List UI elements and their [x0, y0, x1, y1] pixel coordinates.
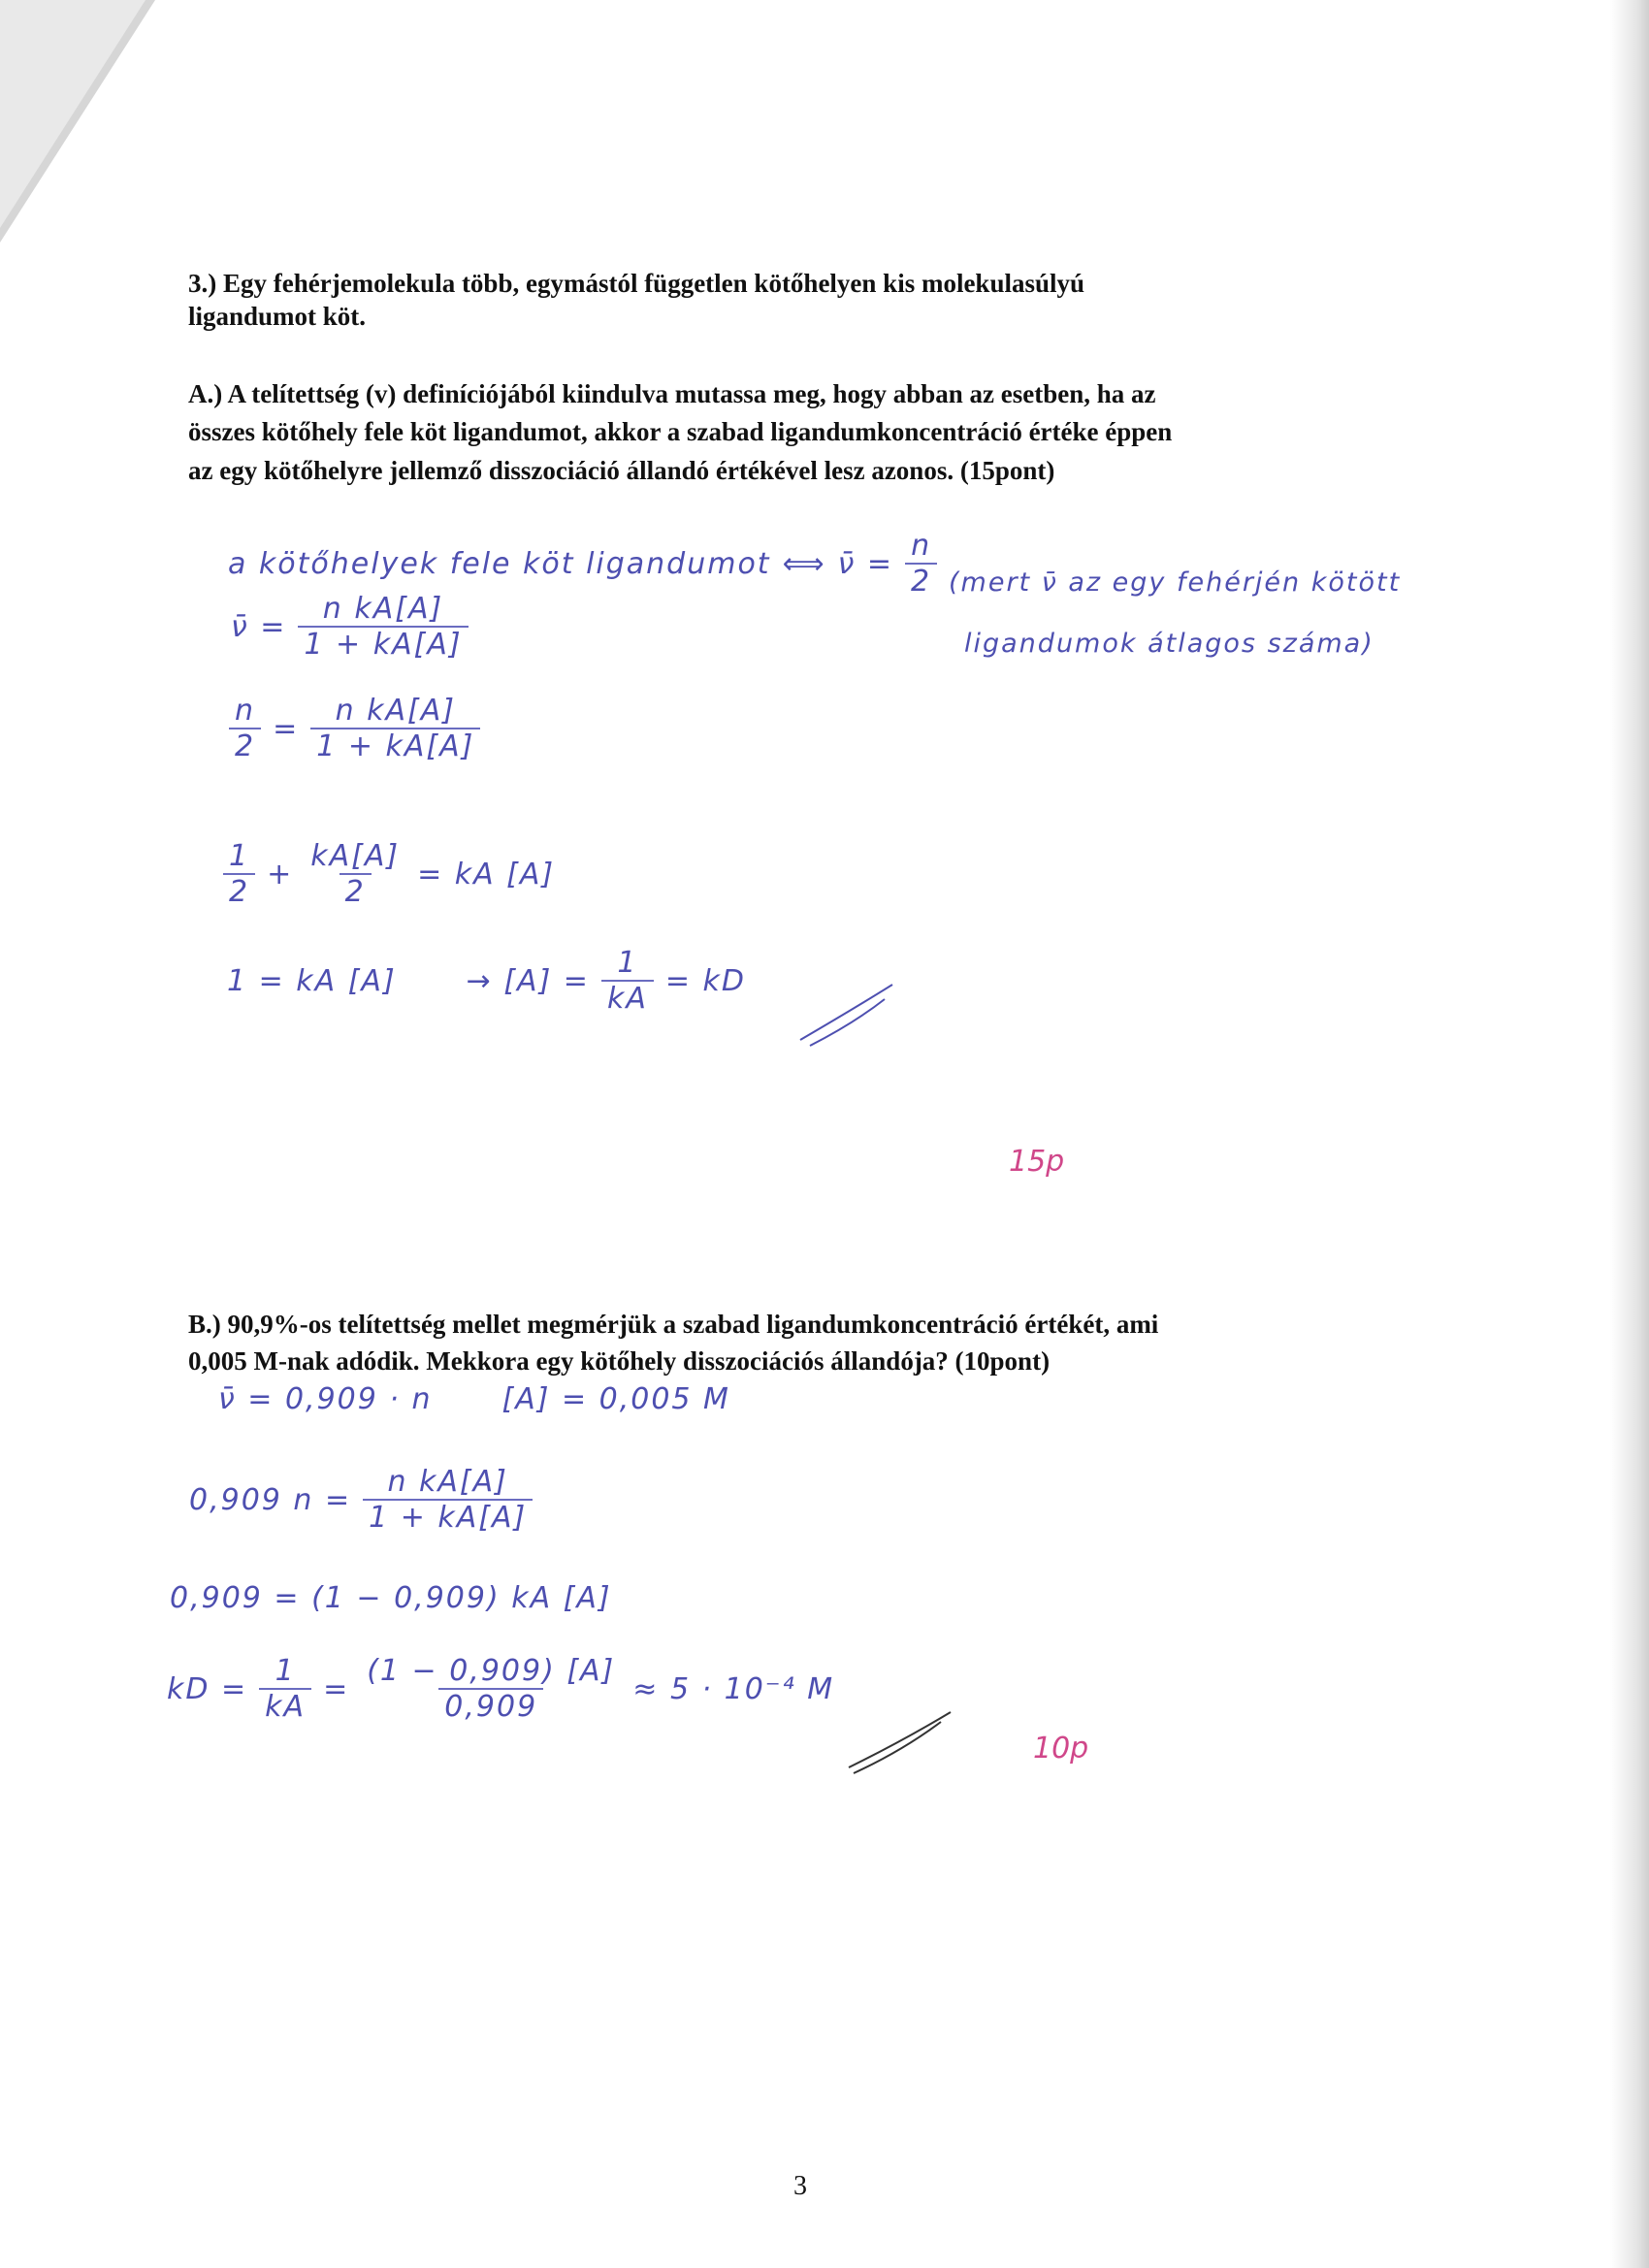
numerator: n	[911, 529, 932, 563]
denominator: 2	[223, 873, 255, 909]
fraction	[298, 592, 468, 662]
rhs: = kD	[664, 963, 747, 998]
question-title-line-2: ligandumot köt.	[188, 302, 367, 331]
given-concentration: [A] = 0,005 M	[501, 1382, 730, 1416]
result: ≈ 5 · 10⁻⁴ M	[632, 1671, 835, 1706]
note-line-1: (mert ν̄ az egy fehérjén kötött	[949, 567, 1402, 598]
lhs: ν̄ =	[231, 609, 287, 644]
denominator: kA	[259, 1688, 311, 1724]
numerator: n kA[A]	[387, 1465, 508, 1499]
denominator: 1 + kA[A]	[310, 728, 480, 763]
numerator: n kA[A]	[335, 694, 456, 728]
note-line-2: ligandumok átlagos száma)	[964, 629, 1374, 659]
grade-a: 15p	[1009, 1145, 1065, 1179]
denominator: 0,909	[438, 1688, 543, 1724]
answer-a-line1	[228, 529, 937, 599]
denominator: 2	[229, 728, 261, 763]
fraction	[905, 529, 937, 599]
double-underline-mark	[844, 1707, 960, 1775]
numerator: n kA[A]	[322, 592, 444, 626]
given-saturation: ν̄ = 0,909 · n	[218, 1382, 433, 1416]
fraction	[229, 694, 261, 763]
numerator: 1	[617, 946, 638, 980]
numerator: n	[235, 694, 256, 728]
denominator: 1 + kA[A]	[298, 626, 468, 662]
answer-a-eq3	[223, 839, 555, 909]
lhs: 0,909 n =	[189, 1482, 352, 1517]
fraction	[363, 1465, 533, 1535]
equals: =	[323, 1671, 350, 1706]
fraction	[223, 839, 255, 909]
part-a-line-3: az egy kötőhelyre jellemző disszociáció állandó értékével lesz azonos. (15pont)	[188, 456, 1055, 485]
fraction	[305, 839, 405, 909]
rhs: = kA [A]	[417, 857, 556, 891]
saturation-symbol: ν̄ =	[837, 546, 894, 581]
fraction	[601, 946, 654, 1016]
page-number: 3	[793, 2171, 807, 2201]
question-title-line-1: 3.) Egy fehérjemolekula több, egymástól független kötőhelyen kis molekulasúlyú	[188, 269, 1085, 298]
answer-b-given	[218, 1382, 730, 1416]
lhs: kD =	[167, 1671, 248, 1706]
numerator: (1 − 0,909) [A]	[367, 1654, 616, 1688]
answer-b-eq1	[189, 1465, 533, 1535]
numerator: 1	[275, 1654, 296, 1688]
fraction	[310, 694, 480, 763]
part-a-line-2: összes kötőhely fele köt ligandumot, akkor a szabad ligandumkoncentráció értéke éppen	[188, 417, 1173, 446]
part-b-line-2: 0,005 M-nak adódik. Mekkora egy kötőhely disszociációs állandója? (10pont)	[188, 1346, 1051, 1376]
numerator: 1	[229, 839, 250, 873]
implies-arrow: → [A] =	[466, 963, 590, 998]
answer-b-eq3	[167, 1654, 834, 1724]
answer-a-eq1	[231, 592, 469, 662]
handwritten-text: a kötőhelyek fele köt ligandumot	[228, 546, 771, 581]
part-a-line-1: A.) A telítettség (v) definíciójából kiindulva mutassa meg, hogy abban az esetben, ha az	[188, 379, 1156, 408]
plus: +	[267, 857, 294, 891]
denominator: 2	[905, 563, 937, 599]
denominator: kA	[601, 980, 654, 1016]
part-b-line-1: B.) 90,9%-os telítettség mellet megmérjük a szabad ligandumkoncentráció értékét, ami	[188, 1310, 1159, 1339]
page-edge-shadow	[1610, 0, 1649, 2268]
answer-a-eq2	[229, 694, 480, 763]
numerator: kA[A]	[310, 839, 401, 873]
answer-a-eq4	[227, 946, 746, 1016]
grade-b: 10p	[1033, 1732, 1089, 1766]
equivalence-arrow: ⟺	[782, 546, 826, 581]
answer-b-eq2: 0,909 = (1 − 0,909) kA [A]	[170, 1581, 612, 1615]
fraction	[361, 1654, 621, 1724]
equals: =	[273, 711, 300, 746]
folded-corner	[0, 0, 194, 252]
denominator: 2	[340, 873, 372, 909]
lhs: 1 = kA [A]	[227, 963, 397, 998]
fraction	[259, 1654, 311, 1724]
double-underline-mark	[795, 980, 902, 1048]
denominator: 1 + kA[A]	[363, 1499, 533, 1535]
